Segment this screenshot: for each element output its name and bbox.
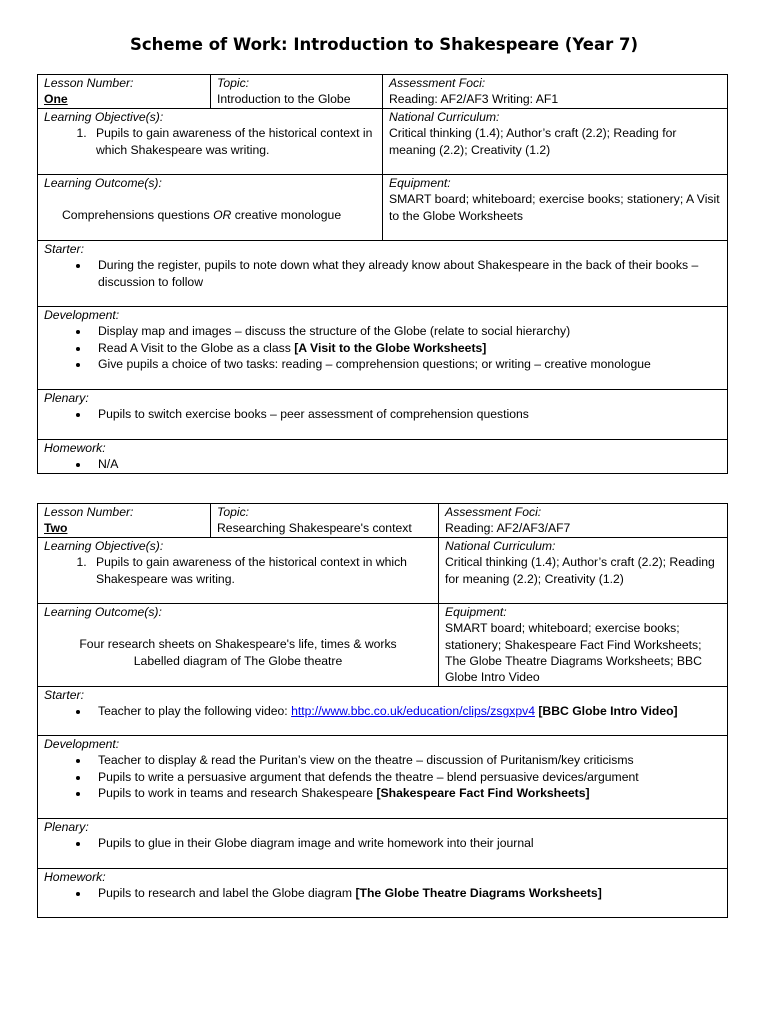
- outcomes-label: Learning Outcome(s):: [44, 604, 162, 619]
- worksheet-reference: [A Visit to the Globe Worksheets]: [294, 340, 487, 355]
- homework-cell: [38, 868, 728, 917]
- outcomes-row: [38, 174, 728, 240]
- objectives-label: Learning Objective(s):: [44, 109, 164, 124]
- development-label: Development:: [44, 736, 120, 751]
- assessment-cell: [439, 504, 728, 538]
- development-list: [44, 752, 721, 801]
- objectives-list: [44, 125, 376, 158]
- lesson-header-row: [38, 75, 728, 109]
- homework-list: [44, 885, 721, 901]
- topic-value: Researching Shakespeare's context: [217, 521, 412, 536]
- objective-item: 1. Pupils to gain awareness of the historical context in which Shakespeare was writing.: [90, 554, 432, 587]
- lesson-number-value: Two: [44, 521, 68, 536]
- video-link[interactable]: http://www.bbc.co.uk/education/clips/zsgxpv4: [291, 704, 535, 719]
- development-item: • Teacher to display & read the Puritan’s view on the theatre – discussion of Puritanism/key criticisms: [90, 752, 721, 768]
- starter-row: [38, 240, 728, 306]
- topic-cell: [211, 504, 439, 538]
- homework-item: [90, 885, 721, 901]
- homework-label: Homework:: [44, 869, 106, 884]
- starter-cell: [38, 686, 728, 735]
- development-row: [38, 735, 728, 818]
- worksheet-reference: [Shakespeare Fact Find Worksheets]: [376, 786, 590, 801]
- development-cell: [38, 735, 728, 818]
- equipment-label: Equipment:: [445, 604, 507, 619]
- national-curriculum-cell: [383, 108, 728, 174]
- outcomes-text: Comprehensions questions: [62, 208, 214, 223]
- outcomes-cell: [38, 174, 383, 240]
- plenary-row: [38, 389, 728, 439]
- development-text: Pupils to work in teams and research Shakespeare: [98, 786, 377, 801]
- starter-item: • During the register, pupils to note down what they already know about Shakespeare in the back of their books – discussion to follow: [90, 257, 721, 290]
- development-item: • Give pupils a choice of two tasks: reading – comprehension questions; or writing – creative monologue: [90, 356, 721, 372]
- topic-label: Topic:: [217, 505, 250, 519]
- objectives-cell: [38, 108, 383, 174]
- homework-row: [38, 439, 728, 473]
- development-label: Development:: [44, 307, 120, 322]
- outcomes-cell: [38, 603, 439, 686]
- national-curriculum-value: Critical thinking (1.4); Author’s craft (2.2); Reading for meaning (2.2); Creativity (1.2): [445, 555, 715, 586]
- development-item: • Display map and images – discuss the structure of the Globe (relate to social hierarchy): [90, 323, 721, 339]
- homework-row: [38, 868, 728, 917]
- starter-list: [44, 703, 721, 719]
- starter-row: [38, 686, 728, 735]
- lesson-header-row: [38, 504, 728, 538]
- assessment-cell: [383, 75, 728, 109]
- objectives-row: [38, 537, 728, 603]
- development-cell: [38, 306, 728, 389]
- development-item: • Pupils to write a persuasive argument that defends the theatre – blend persuasive devices/argument: [90, 769, 721, 785]
- outcome-line: Four research sheets on Shakespeare's life, times & works: [79, 637, 397, 652]
- plenary-list: [44, 835, 721, 851]
- video-reference: [BBC Globe Intro Video]: [534, 704, 678, 719]
- plenary-item: • Pupils to glue in their Globe diagram image and write homework into their journal: [90, 835, 721, 851]
- lesson-number-value: One: [44, 92, 68, 107]
- homework-text: Pupils to research and label the Globe diagram: [98, 886, 356, 901]
- plenary-label: Plenary:: [44, 819, 89, 834]
- homework-label: Homework:: [44, 440, 106, 455]
- outcomes-row: [38, 603, 728, 686]
- equipment-label: Equipment:: [389, 175, 451, 190]
- topic-value: Introduction to the Globe: [217, 92, 351, 107]
- topic-cell: [211, 75, 383, 109]
- national-curriculum-label: National Curriculum:: [389, 109, 500, 124]
- plenary-item: • Pupils to switch exercise books – peer assessment of comprehension questions: [90, 406, 721, 422]
- starter-label: Starter:: [44, 241, 84, 256]
- assessment-value: Reading: AF2/AF3/AF7: [445, 521, 571, 536]
- topic-label: Topic:: [217, 76, 250, 90]
- objectives-list: [44, 554, 432, 587]
- national-curriculum-value: Critical thinking (1.4); Author’s craft (2.2); Reading for meaning (2.2); Creativity (1.2): [389, 126, 677, 157]
- assessment-value: Reading: AF2/AF3 Writing: AF1: [389, 92, 559, 107]
- lesson-number-cell: [38, 504, 211, 538]
- plenary-list: [44, 406, 721, 422]
- development-row: [38, 306, 728, 389]
- development-list: [44, 323, 721, 372]
- national-curriculum-cell: [439, 537, 728, 603]
- objectives-row: [38, 108, 728, 174]
- homework-item: • N/A: [90, 456, 721, 472]
- objective-item: 1. Pupils to gain awareness of the historical context in which Shakespeare was writing.: [90, 125, 376, 158]
- equipment-value: SMART board; whiteboard; exercise books; stationery; Shakespeare Fact Find Worksheets; The Globe Theatre Diagrams Worksheets; BBC Globe Intro Video: [445, 621, 702, 685]
- starter-text: Teacher to play the following video:: [98, 704, 292, 719]
- starter-list: [44, 257, 721, 290]
- outcomes-value: [44, 207, 376, 223]
- development-text: Read A Visit to the Globe as a class: [98, 340, 295, 355]
- starter-cell: [38, 240, 728, 306]
- outcomes-emphasis: OR: [213, 208, 232, 223]
- plenary-cell: [38, 818, 728, 868]
- equipment-value: SMART board; whiteboard; exercise books; stationery; A Visit to the Globe Worksheets: [389, 192, 720, 223]
- plenary-cell: [38, 389, 728, 439]
- lesson-number-cell: [38, 75, 211, 109]
- outcomes-text: creative monologue: [231, 208, 342, 223]
- page-title: Scheme of Work: Introduction to Shakespeare (Year 7): [129, 35, 639, 54]
- objectives-label: Learning Objective(s):: [44, 538, 164, 553]
- homework-list: [44, 456, 721, 472]
- objectives-cell: [38, 537, 439, 603]
- assessment-label: Assessment Foci:: [445, 505, 542, 519]
- plenary-row: [38, 818, 728, 868]
- worksheet-reference: [The Globe Theatre Diagrams Worksheets]: [355, 886, 602, 901]
- lesson-number-label: Lesson Number:: [44, 76, 134, 90]
- outcomes-label: Learning Outcome(s):: [44, 175, 162, 190]
- homework-cell: [38, 439, 728, 473]
- assessment-label: Assessment Foci:: [389, 76, 486, 90]
- lesson-two-table: [37, 503, 728, 918]
- development-item: [90, 785, 721, 801]
- starter-item: [90, 703, 721, 719]
- lesson-number-label: Lesson Number:: [44, 505, 134, 519]
- national-curriculum-label: National Curriculum:: [445, 538, 556, 553]
- equipment-cell: [439, 603, 728, 686]
- starter-label: Starter:: [44, 687, 84, 702]
- outcome-line: Labelled diagram of The Globe theatre: [133, 653, 343, 668]
- lesson-one-table: [37, 74, 728, 474]
- equipment-cell: [383, 174, 728, 240]
- development-item: [90, 340, 721, 356]
- plenary-label: Plenary:: [44, 390, 89, 405]
